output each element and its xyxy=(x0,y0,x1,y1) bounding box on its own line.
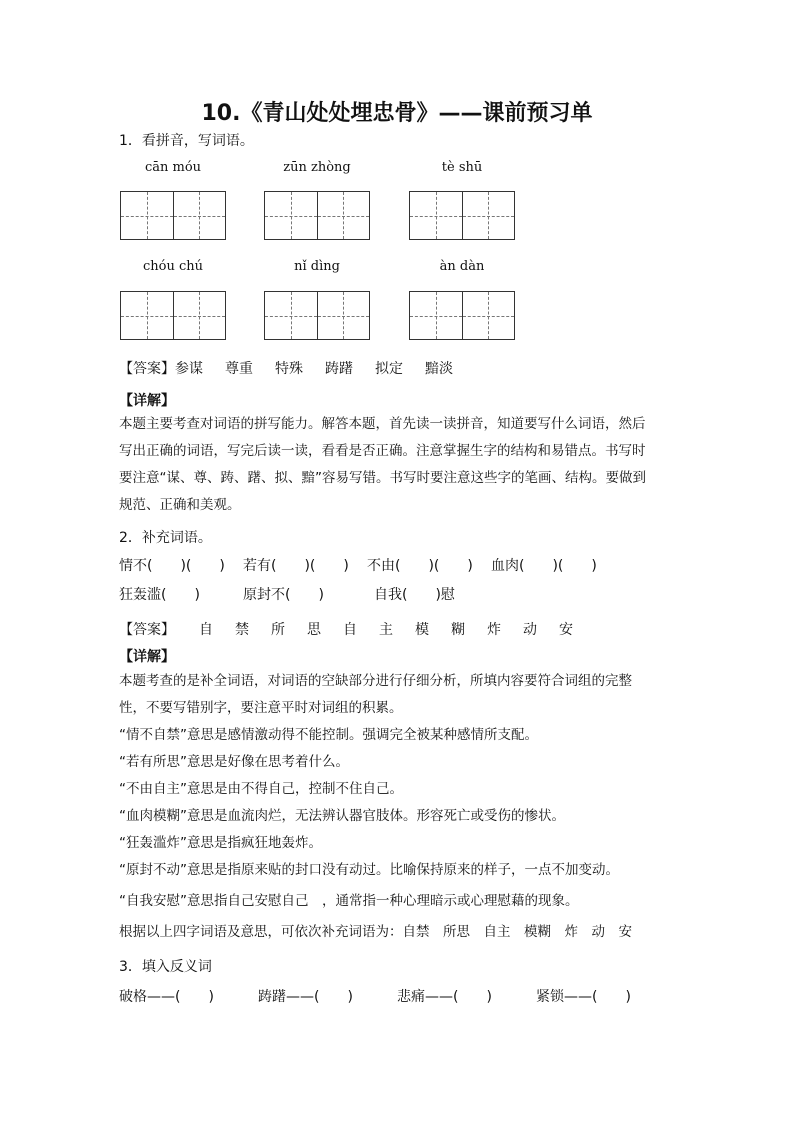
answer-char: 模 xyxy=(415,622,429,638)
answer-word: 踌躇 xyxy=(325,361,353,377)
detail-line: “血肉模糊”意思是血流肉烂，无法辨认器官肢体。形容死亡或受伤的惨状。 xyxy=(119,808,565,824)
detail-line: “不由自主”意思是由不得自己，控制不住自己。 xyxy=(119,781,403,797)
pinyin-label: tè shū xyxy=(441,160,483,175)
detail-line: “狂轰滥炸”意思是指疯狂地轰炸。 xyxy=(119,835,322,851)
fill-item: 情不( )( ) xyxy=(119,558,225,574)
writing-grid[interactable] xyxy=(120,291,226,340)
antonym-row xyxy=(119,986,631,1006)
answer-word: 参谋 xyxy=(175,361,203,377)
pinyin-label: zūn zhòng xyxy=(283,160,351,175)
answer-char: 动 xyxy=(523,622,537,638)
fill-item: 原封不( ) xyxy=(243,587,324,603)
answer-char: 所 xyxy=(271,622,285,638)
detail-line: 规范、正确和美观。 xyxy=(119,497,241,513)
answer-label: 【答案】 xyxy=(119,622,175,638)
writing-grid[interactable] xyxy=(264,291,370,340)
answer-word: 特殊 xyxy=(275,361,303,377)
detail-line: “情不自禁”意思是感情激动得不能控制。强调完全被某种感情所支配。 xyxy=(119,727,538,743)
answer-word: 黯淡 xyxy=(425,361,453,377)
answer-label: 【答案】 xyxy=(119,361,175,377)
pinyin-label: nǐ dìng xyxy=(294,259,340,274)
detail-line: “原封不动”意思是指原来贴的封口没有动过。比喻保持原来的样子，一点不加变动。 xyxy=(119,862,619,878)
page-title: 10.《青山处处埋忠骨》——课前预习单 xyxy=(201,101,593,126)
answer-char: 思 xyxy=(307,622,321,638)
writing-grid[interactable] xyxy=(120,191,226,240)
fill-item: 若有( )( ) xyxy=(243,558,349,574)
answer-char: 禁 xyxy=(235,622,249,638)
question-1-heading: 1．看拼音，写词语。 xyxy=(119,133,254,149)
detail-label: 【详解】 xyxy=(119,393,175,409)
answer-char: 主 xyxy=(379,622,393,638)
writing-grid[interactable] xyxy=(264,191,370,240)
detail-line: “若有所思”意思是好像在思考着什么。 xyxy=(119,754,349,770)
answer-char: 自 xyxy=(199,622,213,638)
detail-line: 要注意“谋、尊、踌、躇、拟、黯”容易写错。书写时要注意这些字的笔画、结构。要做到 xyxy=(119,470,646,486)
detail-line: 写出正确的词语，写完后读一读，看看是否正确。注意掌握生字的结构和易错点。书写时 xyxy=(119,443,646,459)
pinyin-label: chóu chú xyxy=(142,259,203,274)
detail-line: 性，不要写错别字，要注意平时对词组的积累。 xyxy=(119,700,403,716)
question-2-heading: 2．补充词语。 xyxy=(119,530,212,546)
answer-char: 安 xyxy=(559,622,573,638)
writing-grid[interactable] xyxy=(409,291,515,340)
answer-word: 拟定 xyxy=(375,361,403,377)
detail-line: 根据以上四字词语及意思，可依次补充词语为：自禁 所思 自主 模糊 炸 动 安 xyxy=(119,924,632,940)
fill-item: 不由( )( ) xyxy=(367,558,473,574)
writing-grid[interactable] xyxy=(409,191,515,240)
answer-line-2 xyxy=(119,619,595,639)
detail-line: 本题考查的是补全词语，对词语的空缺部分进行仔细分析，所填内容要符合词组的完整 xyxy=(119,673,632,689)
answer-char: 炸 xyxy=(487,622,501,638)
fill-row-1 xyxy=(119,555,597,575)
answer-char: 糊 xyxy=(451,622,465,638)
answer-char: 自 xyxy=(343,622,357,638)
detail-line: 本题主要考查对词语的拼写能力。解答本题，首先读一读拼音，知道要写什么词语，然后 xyxy=(119,416,646,432)
antonym-item: 悲痛——( ) xyxy=(397,989,492,1005)
antonym-item: 破格——( ) xyxy=(119,989,214,1005)
fill-item: 自我( )慰 xyxy=(374,587,455,603)
antonym-item: 紧锁——( ) xyxy=(536,989,631,1005)
pinyin-label: àn dàn xyxy=(439,259,485,274)
fill-item: 狂轰滥( ) xyxy=(119,587,200,603)
fill-row-2 xyxy=(119,584,455,604)
fill-item: 血肉( )( ) xyxy=(491,558,597,574)
detail-text-2 xyxy=(119,668,632,946)
pinyin-label: cān móu xyxy=(144,160,202,175)
antonym-item: 踌躇——( ) xyxy=(258,989,353,1005)
detail-text-1 xyxy=(119,411,646,519)
detail-label: 【详解】 xyxy=(119,649,175,665)
answer-word: 尊重 xyxy=(225,361,253,377)
question-3-heading: 3．填入反义词 xyxy=(119,959,212,975)
detail-line: “自我安慰”意思指自己安慰自己 ，通常指一种心理暗示或心理慰藉的现象。 xyxy=(119,893,579,909)
answer-line-1 xyxy=(119,358,475,378)
